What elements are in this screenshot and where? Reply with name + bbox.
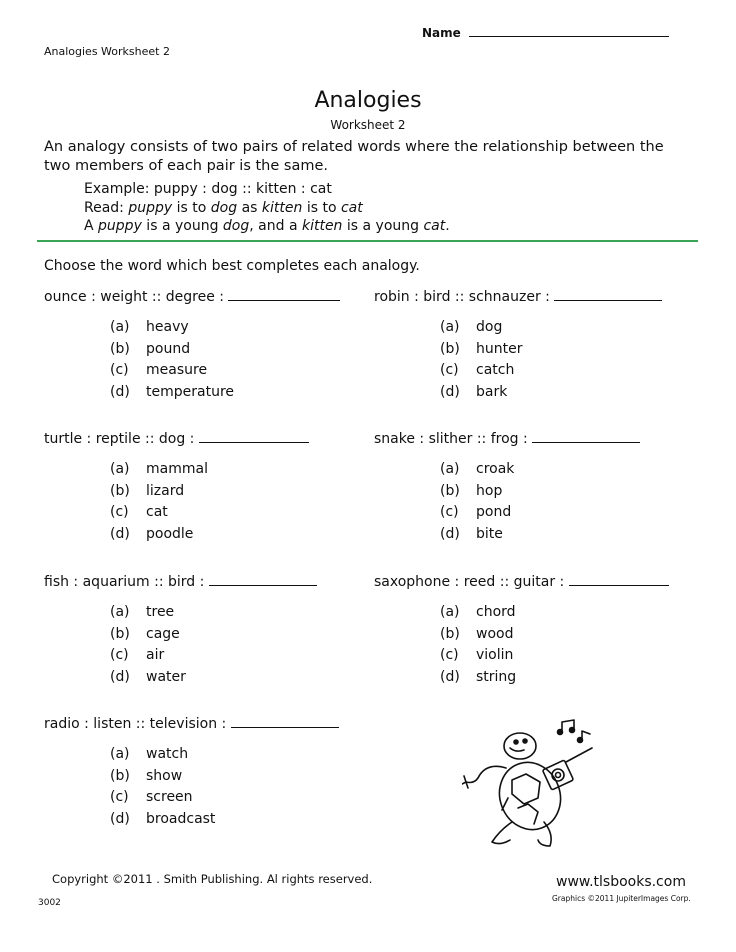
question-prompt: saxophone : reed :: guitar : bbox=[374, 574, 569, 590]
turtle-illustration bbox=[462, 718, 602, 850]
directions-text: Choose the word which best completes each analogy. bbox=[44, 258, 420, 274]
question-prompt: ounce : weight :: degree : bbox=[44, 289, 229, 305]
option-c[interactable]: (c) pond bbox=[440, 504, 512, 521]
option-b[interactable]: (b) pound bbox=[110, 340, 191, 357]
question-2 bbox=[374, 288, 662, 406]
question-4 bbox=[374, 430, 640, 548]
answer-blank[interactable] bbox=[199, 430, 309, 443]
answer-blank[interactable] bbox=[554, 288, 662, 301]
option-c[interactable]: (c) measure bbox=[110, 362, 208, 379]
option-c[interactable]: (c) violin bbox=[440, 647, 514, 664]
worksheet-number: 3002 bbox=[38, 898, 61, 908]
option-a[interactable]: (a) chord bbox=[440, 604, 516, 620]
example-read-line: Read: puppy is to dog as kitten is to cat bbox=[84, 199, 363, 216]
website-url[interactable]: www.tlsbooks.com bbox=[556, 874, 686, 890]
question-6 bbox=[374, 573, 669, 691]
option-b[interactable]: (b) wood bbox=[440, 625, 514, 642]
page-title: Analogies bbox=[314, 88, 422, 113]
example-explanation-line: A puppy is a young dog, and a kitten is a young cat. bbox=[84, 218, 450, 234]
question-prompt: snake : slither :: frog : bbox=[374, 431, 533, 447]
option-a[interactable]: (a) watch bbox=[110, 746, 189, 762]
option-b[interactable]: (b) show bbox=[110, 767, 183, 784]
question-prompt: robin : bird :: schnauzer : bbox=[374, 289, 555, 305]
option-b[interactable]: (b) hunter bbox=[440, 340, 523, 357]
answer-blank[interactable] bbox=[228, 288, 340, 301]
option-d[interactable]: (d) bark bbox=[440, 384, 508, 401]
option-a[interactable]: (a) tree bbox=[110, 604, 175, 620]
answer-blank[interactable] bbox=[532, 430, 640, 443]
answer-blank[interactable] bbox=[209, 573, 317, 586]
example-block bbox=[84, 180, 450, 236]
page-subtitle: Worksheet 2 bbox=[330, 118, 406, 132]
name-label: Name bbox=[422, 26, 461, 40]
option-d[interactable]: (d) string bbox=[440, 669, 517, 686]
option-b[interactable]: (b) lizard bbox=[110, 482, 185, 499]
option-a[interactable]: (a) mammal bbox=[110, 461, 208, 477]
name-blank-line[interactable] bbox=[469, 26, 669, 37]
copyright-text: Copyright ©2011 . Smith Publishing. Al rights reserved. bbox=[52, 872, 373, 886]
option-d[interactable]: (d) broadcast bbox=[110, 811, 216, 828]
option-a[interactable]: (a) dog bbox=[440, 319, 503, 335]
question-3 bbox=[44, 430, 309, 548]
option-c[interactable]: (c) catch bbox=[440, 362, 515, 379]
section-divider bbox=[37, 240, 698, 242]
option-d[interactable]: (d) poodle bbox=[110, 526, 194, 543]
question-prompt: fish : aquarium :: bird : bbox=[44, 574, 209, 590]
option-c[interactable]: (c) screen bbox=[110, 789, 193, 806]
option-a[interactable]: (a) heavy bbox=[110, 319, 189, 335]
question-prompt: radio : listen :: television : bbox=[44, 716, 231, 732]
question-5 bbox=[44, 573, 317, 691]
name-field[interactable] bbox=[422, 26, 669, 40]
option-d[interactable]: (d) bite bbox=[440, 526, 503, 543]
option-c[interactable]: (c) air bbox=[110, 647, 165, 664]
option-d[interactable]: (d) temperature bbox=[110, 384, 234, 401]
intro-paragraph: An analogy consists of two pairs of related words where the relationship between the two members of each pair is the same. bbox=[44, 139, 664, 174]
worksheet-label: Analogies Worksheet 2 bbox=[44, 45, 170, 58]
option-b[interactable]: (b) cage bbox=[110, 625, 180, 642]
example-line: Example: puppy : dog :: kitten : cat bbox=[84, 181, 332, 197]
graphics-credit: Graphics ©2011 JupiterImages Corp. bbox=[552, 894, 691, 903]
question-1 bbox=[44, 288, 340, 406]
question-prompt: turtle : reptile :: dog : bbox=[44, 431, 199, 447]
option-d[interactable]: (d) water bbox=[110, 669, 186, 686]
question-7 bbox=[44, 715, 339, 833]
answer-blank[interactable] bbox=[231, 715, 339, 728]
option-c[interactable]: (c) cat bbox=[110, 504, 168, 521]
option-a[interactable]: (a) croak bbox=[440, 461, 515, 477]
answer-blank[interactable] bbox=[569, 573, 669, 586]
option-b[interactable]: (b) hop bbox=[440, 482, 503, 499]
